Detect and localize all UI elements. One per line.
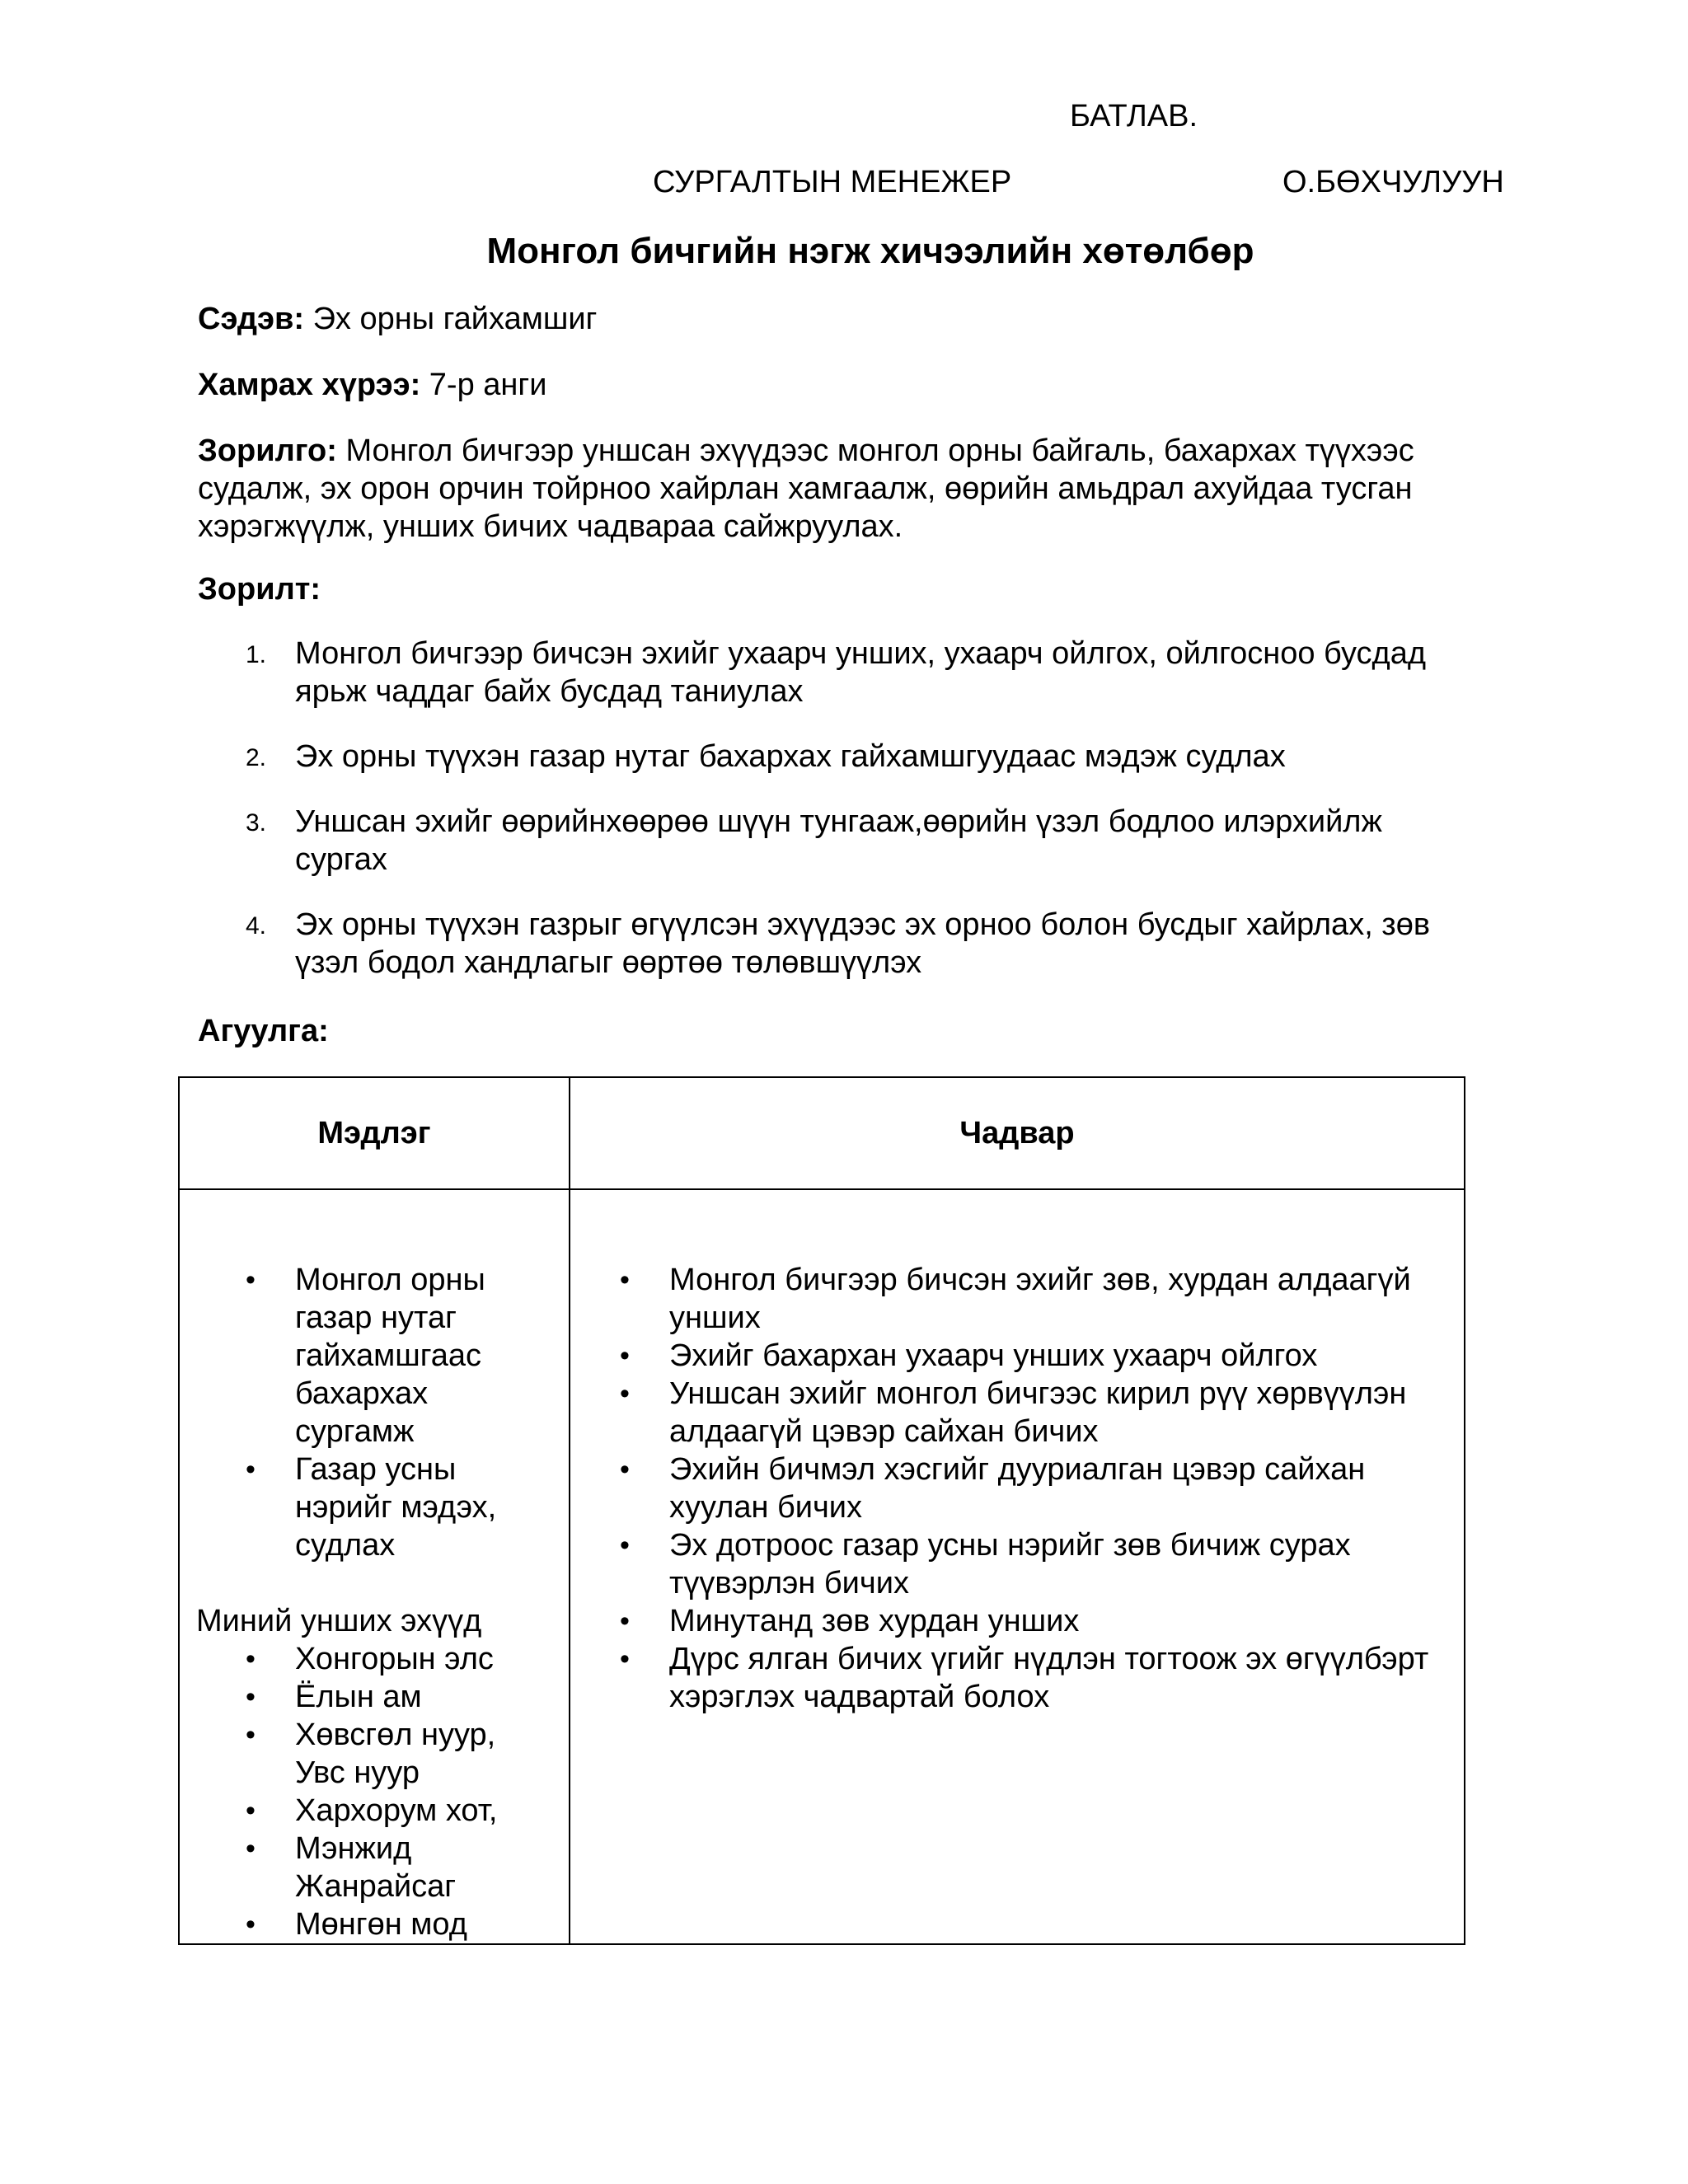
content-table [178,1076,1465,1945]
goal-value: Монгол бичгээр уншсан эхүүдээс монгол орны байгаль, бахархах түүхээс судалж, эх орон орчин тойрноо хайрлан хамгаалж, өөрийн амьдрал ахуйдаа тусган хэрэгжүүлж, унших бичих чадвараа сайжруулах. [198,434,1414,544]
list-item: • Ёлын ам [246,1678,552,1716]
knowledge-list [196,1261,552,1564]
list-item: • Уншсан эхийг монгол бичгээс кирил рүү хөрвүүлэн алдаагүй цэвэр сайхан бичих [620,1375,1447,1451]
objective-text: Уншсан эхийг өөрийнхөөрөө шүүн тунгааж,өөрийн үзэл бодлоо илэрхийлж сургах [295,804,1382,877]
objectives-list [198,635,1467,1009]
objective-number: 4. [246,912,267,940]
skill-list [620,1261,1447,1716]
topic-value: Эх орны гайхамшиг [304,302,598,336]
list-item: • Монгол орны газар нутаг гайхамшгаас бахархах сургамж [246,1261,552,1451]
reading-list [196,1640,552,1943]
reading-list-heading: Миний унших эхүүд [196,1604,482,1638]
objective-item [198,906,1467,982]
topic-label: Сэдэв: [198,302,305,336]
list-item: • Мэнжид Жанрайсаг [246,1830,552,1905]
objective-number: 1. [246,641,267,668]
list-item: • Хонгорын элс [246,1640,552,1678]
list-item: • Газар усны нэрийг мэдэх, судлах [246,1451,552,1564]
objective-item [198,635,1467,710]
manager-name: О.БӨХЧУЛУУН [1282,165,1504,199]
objective-item [198,803,1467,879]
document-title: Монгол бичгийн нэгж хичээлийн хөтөлбөр [486,231,1254,271]
topic-field [198,300,1467,338]
goal-label: Зорилго: [198,434,337,468]
objective-item [198,738,1467,776]
skill-column-header: Чадвар [570,1077,1465,1189]
list-item: • Минутанд зөв хурдан унших [620,1602,1447,1640]
objective-number: 2. [246,744,267,771]
grade-label: Хамрах хүрээ: [198,368,421,402]
grade-field [198,366,1467,404]
table-header-row [179,1077,1465,1189]
grade-value: 7-р анги [420,368,547,402]
list-item: • Монгол бичгээр бичсэн эхийг зөв, хурдан алдаагүй унших [620,1261,1447,1337]
content-label: Агуулга: [198,1014,329,1048]
knowledge-column-header: Мэдлэг [179,1077,570,1189]
objectives-label: Зорилт: [198,572,321,607]
table-row [179,1189,1465,1944]
knowledge-cell [179,1189,570,1944]
manager-title: СУРГАЛТЫН МЕНЕЖЕР [653,165,1012,199]
approved-label: БАТЛАВ. [1070,99,1198,134]
list-item: • Хархорум хот, [246,1792,552,1830]
list-item: • Дүрс ялган бичих үгийг нүдлэн тогтоож эх өгүүлбэрт хэрэглэх чадвартай болох [620,1640,1447,1716]
list-item: • Мөнгөн мод [246,1905,552,1943]
objective-text: Эх орны түүхэн газрыг өгүүлсэн эхүүдээс эх орноо болон бусдыг хайрлах, зөв үзэл бодол хандлагыг өөртөө төлөвшүүлэх [295,907,1431,980]
list-item: • Эх дотроос газар усны нэрийг зөв бичиж сурах түүвэрлэн бичих [620,1526,1447,1602]
list-item: • Эхийн бичмэл хэсгийг дууриалган цэвэр сайхан хуулан бичих [620,1451,1447,1526]
objective-number: 3. [246,809,267,837]
goal-field [198,432,1467,546]
content-heading [198,1012,1467,1050]
objective-text: Монгол бичгээр бичсэн эхийг ухаарч унших, ухаарч ойлгох, ойлгосноо бусдад ярьж чаддаг байх бусдад таниулах [295,636,1427,709]
objective-text: Эх орны түүхэн газар нутаг бахархах гайхамшгуудаас мэдэж судлах [295,739,1286,774]
list-item: • Эхийг бахархан ухаарч унших ухаарч ойлгох [620,1337,1447,1375]
list-item: • Хөвсгөл нуур, Увс нуур [246,1716,552,1792]
objectives-heading [198,570,1467,608]
skill-cell [570,1189,1465,1944]
